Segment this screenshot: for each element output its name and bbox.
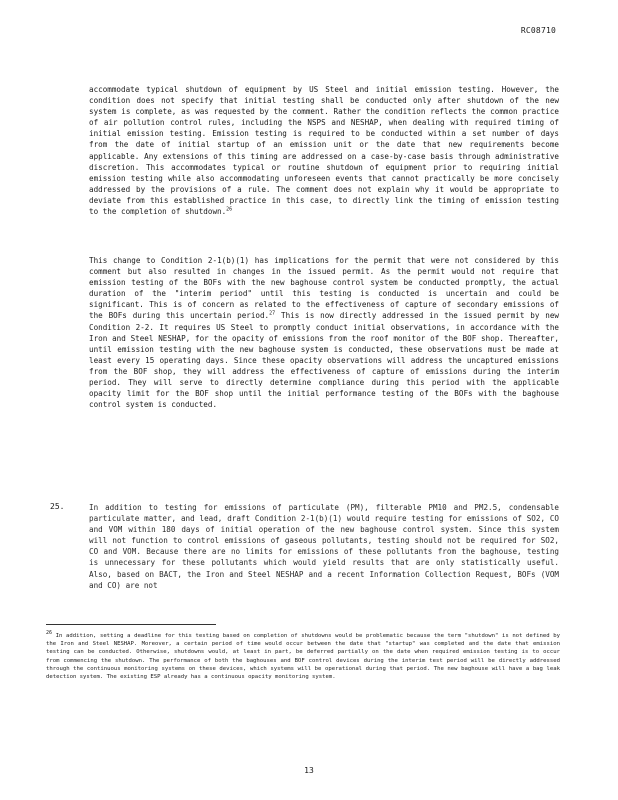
item-number: 25. bbox=[50, 502, 65, 511]
paragraph-2-text-a: This change to Condition 2-1(b)(1) has implications for the permit that were not considered by this comment but also resulted in changes in the issued permit. As the permit would not require that emission testing of the BOFs with the new baghouse control system be conducted promptly, the actual duration of the "interim period" until this testing is conducted is uncertain and could be significant. This is of concern as related to the effectiveness of capture of secondary emissions of the BOFs during this uncertain period. bbox=[89, 256, 559, 321]
document-id: RC08710 bbox=[520, 26, 556, 35]
page-number: 13 bbox=[304, 766, 314, 775]
footnote-ref-26[interactable]: 26 bbox=[226, 206, 233, 213]
item-25-text: In addition to testing for emissions of particulate (PM), filterable PM10 and PM2.5, condensable particulate matter, and lead, draft Condition 2-1(b)(1) would require testing for emissions of SO2, CO and VOM within 180 days of initial operation of the new baghouse control system. Since this system will not function to control emissions of gaseous pollutants, testing should not be required for SO2, CO and VOM. Because there are no limits for emissions of these pollutants from the baghouse, testing is unnecessary for these pollutants which would yield results that are only statistically useful. Also, based on BACT, the Iron and Steel NESHAP and a recent Information Collection Request, BOFs (VOM and CO) are not bbox=[89, 503, 559, 590]
footnote-text: In addition, setting a deadline for this testing based on completion of shutdowns would be problematic because the term "shutdown" is not defined by the Iron and Steel NESHAP. Moreover, a certain period of time would occur between the date that "startup" was completed and the date that emission testing can be conducted. Otherwise, shutdowns would, at least in part, be deferred partially on the date when required emission testing is to occur from commencing the shutdown. The performance of both the baghouses and BOF control devices during the interim test period will be directly addressed through the continuous monitoring systems on these devices, which systems will be operational during that period. The new baghouse will have a bag leak detection system. The existing ESP already has a continuous opacity monitoring system. bbox=[46, 633, 560, 681]
paragraph-2 bbox=[89, 255, 559, 410]
paragraph-2-text-b: This is now directly addressed in the issued permit by new Condition 2-2. It requires US Steel to promptly conduct initial observations, in accordance with the Iron and Steel NESHAP, for the opacity of emissions from the roof monitor of the BOF shop. Thereafter, until emission testing with the new baghouse system is conducted, these observations must be made at least every 15 operating days. Since these opacity observations will address the uncaptured emissions from the BOF shop, they will address the effectiveness of capture of emissions during the interim period. They will serve to directly determine compliance during this period with the applicable opacity limit for the BOF shop until the initial performance testing of the BOFs with the baghouse control system is conducted. bbox=[89, 311, 559, 410]
paragraph-1 bbox=[89, 84, 559, 217]
footnote-number: 26 bbox=[46, 630, 53, 637]
footnote-26 bbox=[46, 632, 560, 681]
paragraph-1-text: accommodate typical shutdown of equipment by US Steel and initial emission testing. However, the condition does not specify that initial testing shall be conducted only after shutdown of the new system is complete, as was requested by the comment. Rather the condition reflects the common practice of air pollution control rules, including the NSPS and NESHAP, when dealing with required timing of initial emission testing. Emission testing is required to be conducted within a set number of days from the date of initial startup of an emission unit or the date that new requirements become applicable. Any extensions of this timing are addressed on a case-by-case basis through administrative discretion. This accommodates typical or routine shutdown of equipment prior to requiring initial emission testing while also accommodating unforeseen events that cannot practically be more concisely addressed by the provisions of a rule. The comment does not explain why it would be appropriate to deviate from this established practice in this case, to directly link the timing of emission testing to the completion of shutdown. bbox=[89, 85, 559, 217]
footnote-divider bbox=[46, 624, 216, 625]
footnote-ref-27[interactable]: 27 bbox=[269, 310, 276, 317]
